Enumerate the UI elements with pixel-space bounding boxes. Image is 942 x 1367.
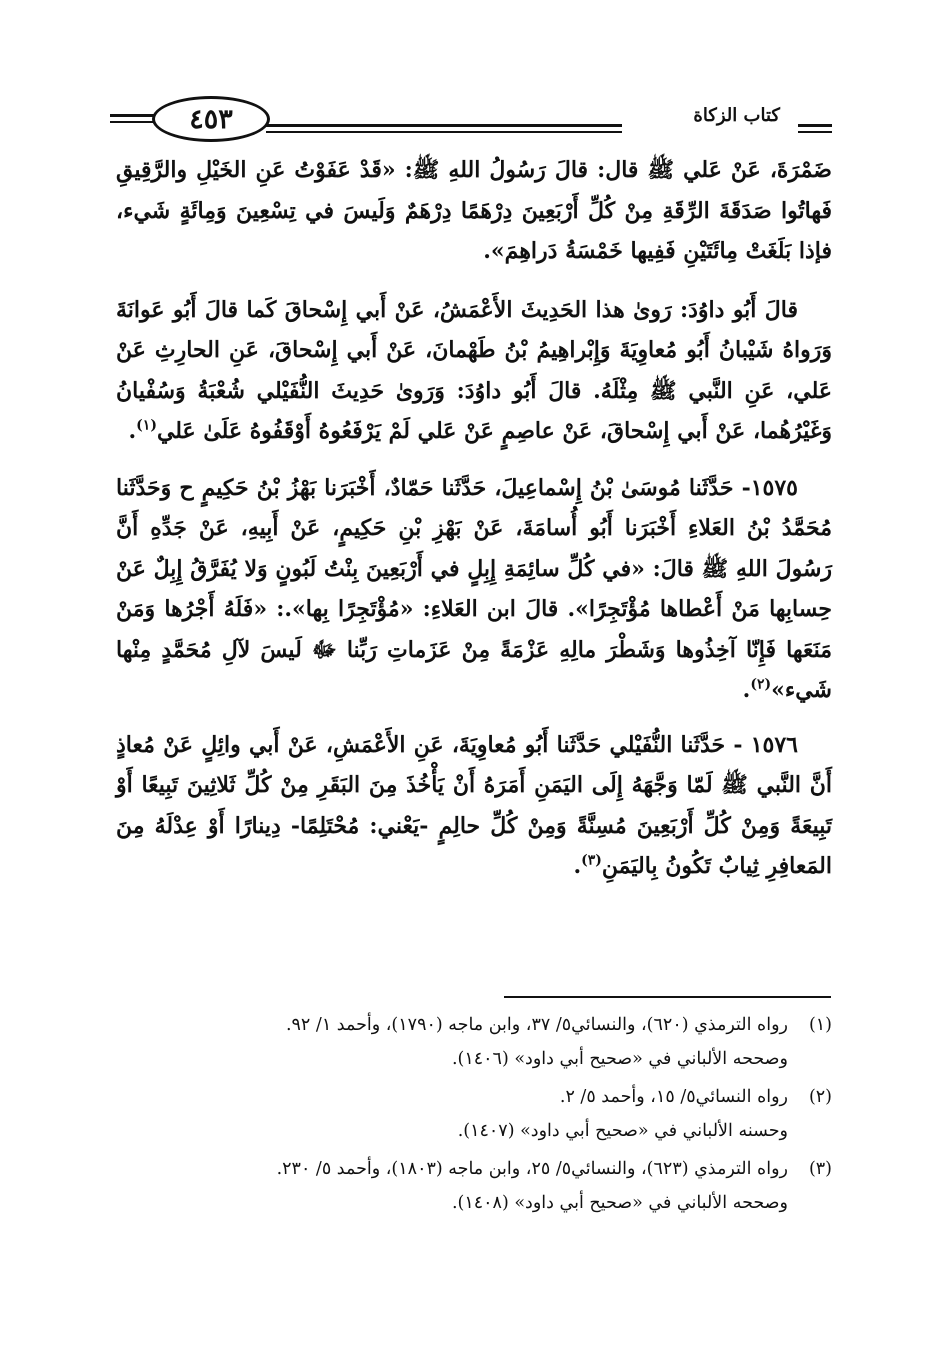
hadith-1575 [116, 468, 832, 711]
hadith-end: . [573, 853, 582, 879]
header-rule-middle-thin [266, 131, 622, 133]
paragraph-end: . [128, 418, 137, 444]
footnote-line: رواه الترمذي (٦٢٣)، والنسائي٥/ ٢٥، وابن ماجه (١٨٠٣)، وأحمد ٥/ ٢٣٠. [276, 1159, 788, 1179]
footnote-divider [504, 996, 831, 998]
paragraph-abu-dawud-note [116, 290, 832, 452]
header-rule-right [798, 124, 832, 127]
footnote-number: (٣) [808, 1159, 832, 1179]
footnote-line: وصححه الألباني في «صحيح أبي داود» (١٤٠٦). [451, 1049, 788, 1069]
footnote-3 [110, 1152, 832, 1220]
header-rule-left-thin [110, 121, 158, 123]
header-rule-middle [266, 124, 622, 127]
hadith-text: ١٥٧٦ - حَدَّثَنا النُّفَيْلي حَدَّثَنا أَبُو مُعاوِيَةَ، عَنِ الأَعْمَشِ، عَنْ أَبي وائِلٍ عَنْ مُعاذٍ أَنَّ النَّبي ﷺ لَمّا وَجَّهَهُ إِلَى اليَمَنِ أَمَرَهُ أَنْ يَأْخُذَ مِنَ البَقَرِ مِنْ كُلِّ ثَلاثِينَ تَبِيعًا أَوْ تَبِيعَةً وَمِنْ كُلِّ أَرْبَعِينَ مُسِنَّةً وَمِنْ كُلِّ حالِمٍ -يَعْني: مُحْتَلِمًا- دِينارًا أَوْ عِدْلَهُ مِنَ المَعافِرِ ثِيابٌ تَكُونُ بِاليَمَنِ [116, 731, 832, 879]
footnote-line: وحسنه الألباني في «صحيح أبي داود» (١٤٠٧). [457, 1121, 788, 1141]
footnote-line: رواه الترمذي (٦٢٠)، والنسائي٥/ ٣٧، وابن ماجه (١٧٩٠)، وأحمد ١/ ٩٢. [285, 1015, 788, 1035]
footnotes [110, 1008, 832, 1224]
footnote-ref-2: (٢) [750, 676, 772, 693]
hadith-end: . [742, 677, 751, 703]
book-title: كتاب الزكاة [693, 105, 780, 126]
footnote-1 [110, 1008, 832, 1076]
footnote-body [110, 1152, 788, 1220]
footnote-body [110, 1080, 788, 1148]
footnote-ref-3: (٣) [581, 852, 602, 869]
footnote-ref-1: (١) [136, 417, 157, 434]
footnote-line: رواه النسائي٥/ ١٥، وأحمد ٥/ ٢. [559, 1087, 788, 1107]
header-rule-left [110, 114, 158, 117]
footnote-2 [110, 1080, 832, 1148]
header-rule-right-thin [798, 131, 832, 133]
page-number: ٤٥٣ [189, 103, 233, 135]
paragraph-continuation: ضَمْرَةَ، عَنْ عَلي ﷺ قال: قالَ رَسُولُ اللهِ ﷺ: «قَدْ عَفَوْتُ عَنِ الخَيْلِ والرَّقِيقِ فَهاتُوا صَدَقَةَ الرِّقَةِ مِنْ كُلِّ أَرْبَعِينَ دِرْهَمًا دِرْهَمٌ وَلَيسَ في تِسْعِينَ وَمِائَةٍ شَيء، فإذا بَلَغَتْ مِائَتَيْنِ فَفِيها خَمْسَةُ دَراهِمَ». [116, 157, 832, 264]
page-header [110, 96, 832, 148]
main-text [116, 148, 832, 887]
footnote-body [110, 1008, 788, 1076]
paragraph-text: قالَ أَبُو داوُدَ: رَوىٰ هذا الحَدِيثَ الأَعْمَشُ، عَنْ أَبي إِسْحاقَ كَما قالَ أَبُو عَوانَةَ وَرَواهُ شَيْبانُ أَبُو مُعاوِيَةَ وَإِبْراهِيمُ بْنُ طَهْمانَ، عَنْ أَبي إِسْحاقَ، عَنِ الحارِثِ عَنْ عَلي، عَنِ النَّبي ﷺ مِثْلَهُ. قالَ أَبُو داوُدَ: وَرَوىٰ حَدِيثَ النُّفَيْلي شُعْبَةُ وَسُفْيانُ وَغَيْرُهُما، عَنْ أَبي إِسْحاقَ، عَنْ عاصِمٍ عَنْ عَلي لَمْ يَرْفَعُوهُ أَوْقَفُوهُ عَلَىٰ عَلي [116, 296, 832, 444]
hadith-1576 [116, 725, 832, 887]
footnote-number: (٢) [808, 1087, 832, 1107]
page-number-oval [152, 96, 270, 142]
footnote-number: (١) [808, 1015, 832, 1035]
footnote-line: وصححه الألباني في «صحيح أبي داود» (١٤٠٨). [451, 1193, 788, 1213]
hadith-text: ١٥٧٥- حَدَّثَنا مُوسَىٰ بْنُ إِسْماعِيلَ، حَدَّثَنا حَمّادٌ، أَخْبَرَنا بَهْزُ بْنُ حَكِيمٍ ح وَحَدَّثَنا مُحَمَّدُ بْنُ العَلاءِ أَخْبَرَنا أَبُو أُسامَةَ، عَنْ بَهْزِ بْنِ حَكِيمٍ، عَنْ أَبِيهِ، عَنْ جَدِّهِ أَنَّ رَسُولَ اللهِ ﷺ قالَ: «في كُلِّ سائِمَةِ إِبِلٍ في أَرْبَعِينَ بِنْتُ لَبُونٍ وَلا يُفَرَّقُ إِبِلٌ عَنْ حِسابِها مَنْ أَعْطاها مُؤْتَجِرًا». قالَ ابن العَلاءِ: «مُؤْتَجِرًا بِها».: «فَلَهُ أَجْرُها وَمَنْ مَنَعَها فَإِنّا آخِذُوها وَشَطْرَ مالِهِ عَزْمَةً مِنْ عَزَماتِ رَبِّنا ﷻ لَيسَ لآلِ مُحَمَّدٍ مِنْها شَيء» [116, 474, 832, 703]
